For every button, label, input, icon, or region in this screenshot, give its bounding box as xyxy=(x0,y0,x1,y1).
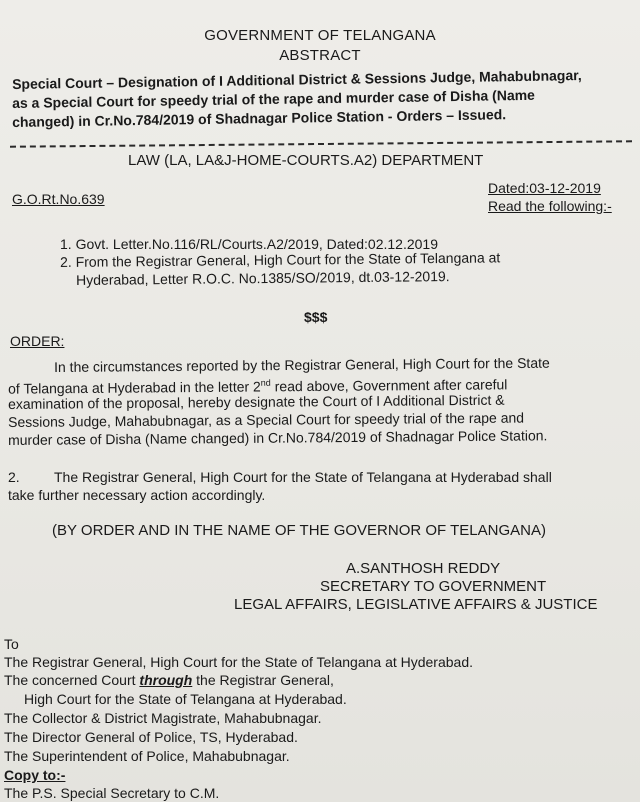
signatory-designation: SECRETARY TO GOVERNMENT xyxy=(320,578,547,595)
subject-line-3: changed) in Cr.No.784/2019 of Shadnagar Police Station - Orders – Issued. xyxy=(12,106,507,130)
order-heading: ORDER: xyxy=(10,333,65,349)
subject-line-2: as a Special Court for speedy trial of the rape and murder case of Disha (Name xyxy=(12,86,536,111)
para1-line-4: Sessions Judge, Mahabubnagar, as a Special Court for speedy trial of the rape and xyxy=(8,409,525,430)
para1-line-5: murder case of Disha (Name changed) in Cr.No.784/2019 of Shadnagar Police Station. xyxy=(8,427,548,448)
by-order-line: (BY ORDER AND IN THE NAME OF THE GOVERNOR OF TELANGANA) xyxy=(52,522,546,539)
copy-recipient-1: The P.S. Special Secretary to C.M. xyxy=(4,785,220,801)
copy-to-label: Copy to:- xyxy=(4,767,66,783)
para2-line-1: The Registrar General, High Court for the State of Telangana at Hyderabad shall xyxy=(54,469,552,485)
government-heading: GOVERNMENT OF TELANGANA xyxy=(204,27,436,44)
para1-line-2: of Telangana at Hyderabad in the letter 2nd read above, Government after careful xyxy=(8,376,508,397)
reference-2-line-2: Hyderabad, Letter R.O.C. No.1385/SO/2019, dt.03-12-2019. xyxy=(76,268,450,288)
recipient-2-continued: High Court for the State of Telangana at Hyderabad. xyxy=(24,691,347,707)
para1-line-1: In the circumstances reported by the Registrar General, High Court for the State xyxy=(54,354,550,375)
recipient-4: The Director General of Police, TS, Hyderabad. xyxy=(4,729,298,745)
abstract-heading: ABSTRACT xyxy=(279,47,361,64)
reference-2-line-1: 2. From the Registrar General, High Court for the State of Telangana at xyxy=(60,249,501,270)
department-heading: LAW (LA, LA&J-HOME-COURTS.A2) DEPARTMENT xyxy=(128,152,484,169)
signatory-department: LEGAL AFFAIRS, LEGISLATIVE AFFAIRS & JUSTICE xyxy=(234,596,598,613)
reference-1: 1. Govt. Letter.No.116/RL/Courts.A2/2019, Dated:02.12.2019 xyxy=(60,236,438,252)
to-label: To xyxy=(4,636,19,652)
para2-number: 2. xyxy=(8,469,20,485)
read-following: Read the following:- xyxy=(488,198,612,214)
separator-symbols: $$$ xyxy=(304,309,328,325)
para2-line-2: take further necessary action accordingly. xyxy=(8,487,266,503)
signatory-name: A.SANTHOSH REDDY xyxy=(346,560,501,577)
para1-line-3: examination of the proposal, hereby designate the Court of I Additional District & xyxy=(8,391,505,412)
recipient-3: The Collector & District Magistrate, Mahabubnagar. xyxy=(4,710,322,726)
recipient-5: The Superintendent of Police, Mahabubnagar. xyxy=(4,748,290,764)
recipient-2: The concerned Court through the Registrar General, xyxy=(4,672,334,688)
recipient-1: The Registrar General, High Court for the State of Telangana at Hyderabad. xyxy=(4,654,474,670)
dashed-divider xyxy=(10,140,632,147)
go-number: G.O.Rt.No.639 xyxy=(12,191,105,207)
dated: Dated:03-12-2019 xyxy=(488,180,601,196)
subject-line-1: Special Court – Designation of I Additional District & Sessions Judge, Mahabubnagar, xyxy=(12,67,582,92)
